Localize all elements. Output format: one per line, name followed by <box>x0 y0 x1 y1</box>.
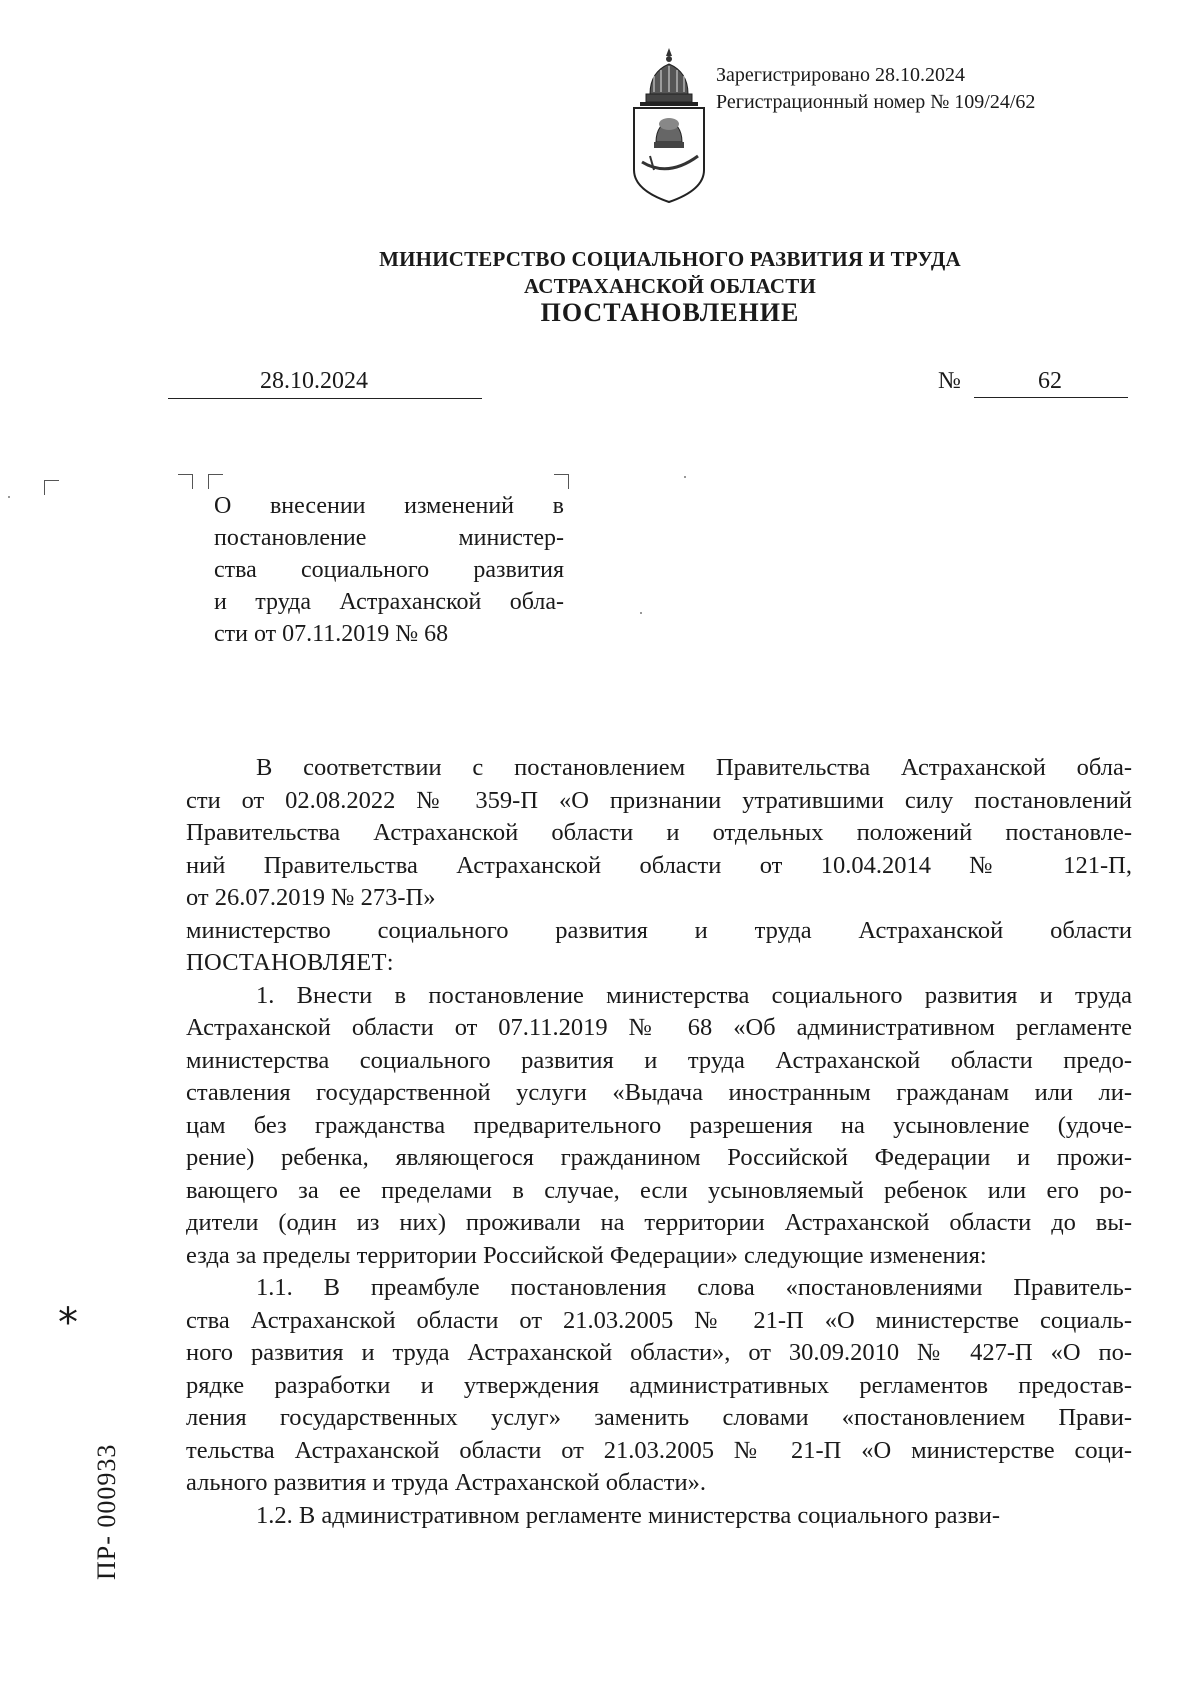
margin-star: * <box>58 1300 78 1346</box>
body-line: 1. Внести в постановление министерства социального развития и труда <box>256 981 1132 1009</box>
body-line: цам без гражданства предварительного разрешения на усыновление (удоче- <box>186 1111 1132 1139</box>
corner-mark <box>44 480 59 495</box>
body-line: министерства социального развития и труда Астраханской области предо- <box>186 1046 1132 1074</box>
corner-mark <box>208 474 223 489</box>
document-number-field <box>938 368 1128 398</box>
body-line: Правительства Астраханской области и отдельных положений постановле- <box>186 819 1132 846</box>
scan-speck <box>684 476 686 478</box>
body-line: дители (один из них) проживали на территории Астраханской области до вы- <box>186 1209 1132 1236</box>
subject-line: ства социального развития <box>214 557 564 583</box>
body-line: Астраханской области от 07.11.2019 № 68 «Об административном регламенте <box>186 1014 1132 1041</box>
body-line: тельства Астраханской области от 21.03.2005 № 21-П «О министерстве соци- <box>186 1436 1132 1464</box>
body-line: рение) ребенка, являющегося гражданином Российской Федерации и прожи- <box>186 1144 1132 1171</box>
body-line: ний Правительства Астраханской области от 10.04.2014 № 121-П, <box>186 851 1132 879</box>
document-subject <box>214 490 564 650</box>
corner-mark <box>178 474 193 489</box>
document-date: 28.10.2024 <box>260 368 368 394</box>
body-line: 1.2. В административном регламенте министерства социального разви- <box>256 1501 1001 1529</box>
body-line: вающего за ее пределами в случае, если усыновляемый ребенок или его ро- <box>186 1176 1132 1204</box>
corner-mark <box>554 474 569 489</box>
body-line: ного развития и труда Астраханской области», от 30.09.2010 № 427-П «О по- <box>186 1339 1132 1366</box>
body-line: рядке разработки и утверждения административных регламентов предостав- <box>186 1371 1132 1399</box>
subject-line: постановление министер- <box>214 525 564 551</box>
body-line: министерство социального развития и труда Астраханской области <box>186 916 1132 944</box>
scan-speck <box>8 496 10 498</box>
body-line: В соответствии с постановлением Правительства Астраханской обла- <box>256 754 1132 781</box>
registration-stamp <box>716 62 1035 116</box>
body-line: сти от 02.08.2022 № 359-П «О признании утратившими силу постановлений <box>186 786 1132 814</box>
ministry-name-line-1: МИНИСТЕРСТВО СОЦИАЛЬНОГО РАЗВИТИЯ И ТРУДА <box>379 247 961 271</box>
ministry-name-line-2: АСТРАХАНСКОЙ ОБЛАСТИ <box>523 274 817 298</box>
body-line: ального развития и труда Астраханской области». <box>186 1469 706 1496</box>
margin-document-code: ПР- 000933 <box>92 1443 121 1580</box>
body-line: езда за пределы территории Российской Федерации» следующие изменения: <box>186 1241 987 1269</box>
body-line: ставления государственной услуги «Выдача иностранным гражданам или ли- <box>186 1079 1132 1106</box>
document-type-title: ПОСТАНОВЛЕНИЕ <box>540 298 800 327</box>
registration-number: Регистрационный номер № 109/24/62 <box>716 91 1036 113</box>
body-line: ления государственных услуг» заменить словами «постановлением Прави- <box>186 1404 1132 1431</box>
coat-of-arms-icon <box>628 44 710 204</box>
body-line: от 26.07.2019 № 273-П» <box>186 884 436 911</box>
subject-line: О внесении изменений в <box>214 493 564 519</box>
number-sign: № <box>938 368 961 394</box>
number-underline <box>974 397 1128 398</box>
body-line: ПОСТАНОВЛЯЕТ: <box>186 949 394 976</box>
subject-line: и труда Астраханской обла- <box>214 589 564 615</box>
document-number: 62 <box>1038 368 1062 394</box>
registration-date: Зарегистрировано 28.10.2024 <box>716 64 966 86</box>
body-line: 1.1. В преамбуле постановления слова «постановлениями Правитель- <box>256 1274 1132 1301</box>
body-line: ства Астраханской области от 21.03.2005 № 21-П «О министерстве социаль- <box>186 1306 1132 1334</box>
document-date-field <box>168 368 482 399</box>
scan-speck <box>640 612 642 614</box>
subject-line: сти от 07.11.2019 № 68 <box>214 621 449 647</box>
ministry-name <box>150 246 1190 300</box>
document-body <box>186 752 1132 1532</box>
